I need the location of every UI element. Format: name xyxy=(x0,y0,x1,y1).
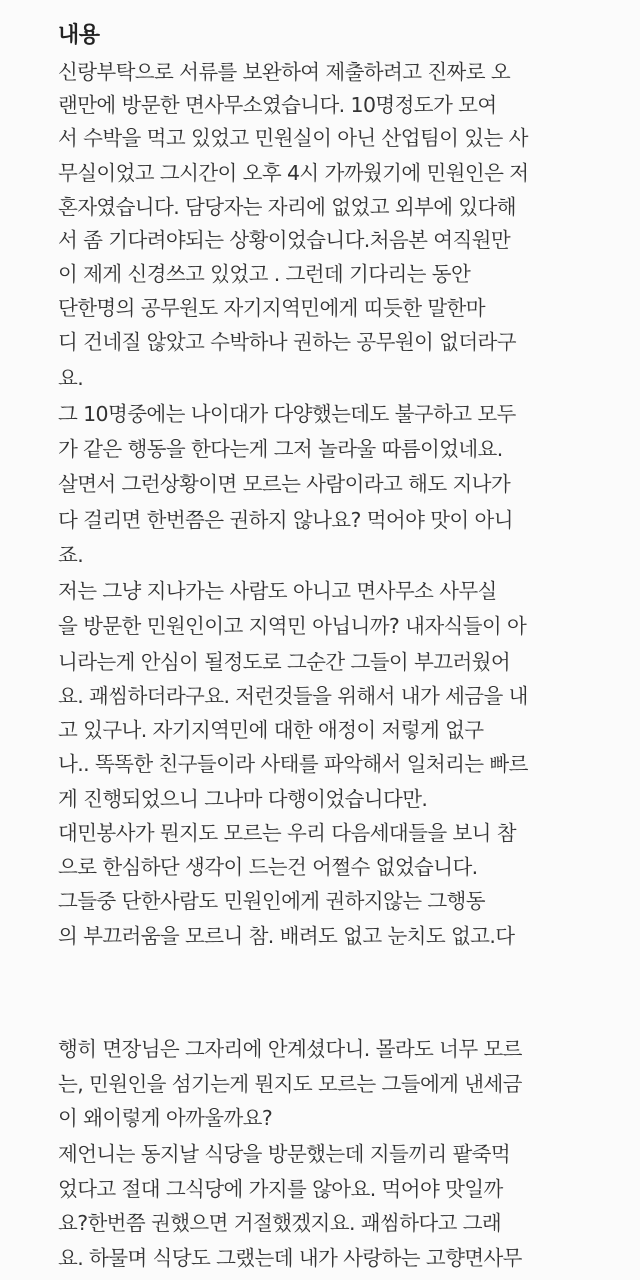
body-line: 는, 민원인을 섬기는게 뭔지도 모르는 그들에게 낸세금 xyxy=(58,1072,522,1096)
body-line: 게 진행되었으니 그나마 다행이었습니다만. xyxy=(58,787,428,811)
content-heading: 내용 xyxy=(58,23,100,48)
body-line: 이 왜이렇게 아까울까요? xyxy=(58,1106,273,1130)
body-line: 혼자였습니다. 담당자는 자리에 없었고 외부에 있다해 xyxy=(58,195,516,219)
body-line: 죠. xyxy=(58,543,84,567)
body-line: 의 부끄러움을 모르니 참. 배려도 없고 눈치도 없고.다 xyxy=(58,924,515,948)
body-line: 다 걸리면 한번쯤은 권하지 않나요? 먹어야 맛이 아니 xyxy=(58,508,513,532)
body-line: 요?한번쯤 권했으면 거절했겠지요. 괘씸하다고 그래 xyxy=(58,1211,502,1235)
body-line: 신랑부탁으로 서류를 보완하여 제출하려고 진짜로 오 xyxy=(58,60,511,84)
body-line: 을 방문한 민원인이고 지역민 아닙니까? 내자식들이 아 xyxy=(58,614,527,638)
body-line: 었다고 절대 그식당에 가지를 않아요. 먹어야 맛일까 xyxy=(58,1177,503,1201)
body-line: 랜만에 방문한 면사무소였습니다. 10명정도가 모여 xyxy=(58,93,497,117)
body-line: 으로 한심하단 생각이 드는건 어쩔수 없었습니다. xyxy=(58,855,478,879)
body-line: 니라는게 안심이 될정도로 그순간 그들이 부끄러웠어 xyxy=(58,650,511,674)
body-line: 이 제게 신경쓰고 있었고 . 그런데 기다리는 동안 xyxy=(58,262,471,286)
body-line: 살면서 그런상황이면 모르는 사람이라고 해도 지나가 xyxy=(58,472,511,496)
body-line: 행히 면장님은 그자리에 안계셨다니. 몰라도 너무 모르 xyxy=(58,1037,522,1061)
body-line: 요. 괘씸하더라구요. 저런것들을 위해서 내가 세금을 내 xyxy=(58,684,528,708)
body-line: 가 같은 행동을 한다는게 그저 놀라울 따름이었네요. xyxy=(58,437,503,461)
body-line: 저는 그냥 지나가는 사람도 아니고 면사무소 사무실 xyxy=(58,579,497,603)
body-line: 서 좀 기다려야되는 상황이었습니다.처음본 여직원만 xyxy=(58,228,511,252)
body-line: 그 10명중에는 나이대가 다양했는데도 불구하고 모두 xyxy=(58,402,516,426)
body-line: 요. 하물며 식당도 그랬는데 내가 사랑하는 고향면사무 xyxy=(58,1246,522,1270)
body-line: 단한명의 공무원도 자기지역민에게 띠듯한 말한마 xyxy=(58,296,485,320)
body-line: 고 있구나. 자기지역민에 대한 애정이 저렇게 없구 xyxy=(58,718,484,742)
body-line: 요. xyxy=(58,366,84,390)
body-line: 그들중 단한사람도 민원인에게 권하지않는 그행동 xyxy=(58,889,485,913)
body-line: 디 건네질 않았고 수박하나 권하는 공무원이 없더라구 xyxy=(58,330,516,354)
body-line: 제언니는 동지날 식당을 방문했는데 지들끼리 팥죽먹 xyxy=(58,1142,511,1166)
body-line: 나.. 똑똑한 친구들이라 사태를 파악해서 일처리는 빠르 xyxy=(58,752,528,776)
body-line: 대민봉사가 뭔지도 모르는 우리 다음세대들을 보니 참 xyxy=(58,821,516,845)
body-line: 서 수박을 먹고 있었고 민원실이 아닌 산업팀이 있는 사 xyxy=(58,126,528,150)
body-line: 무실이었고 그시간이 오후 4시 가까웠기에 민원인은 저 xyxy=(58,161,529,185)
